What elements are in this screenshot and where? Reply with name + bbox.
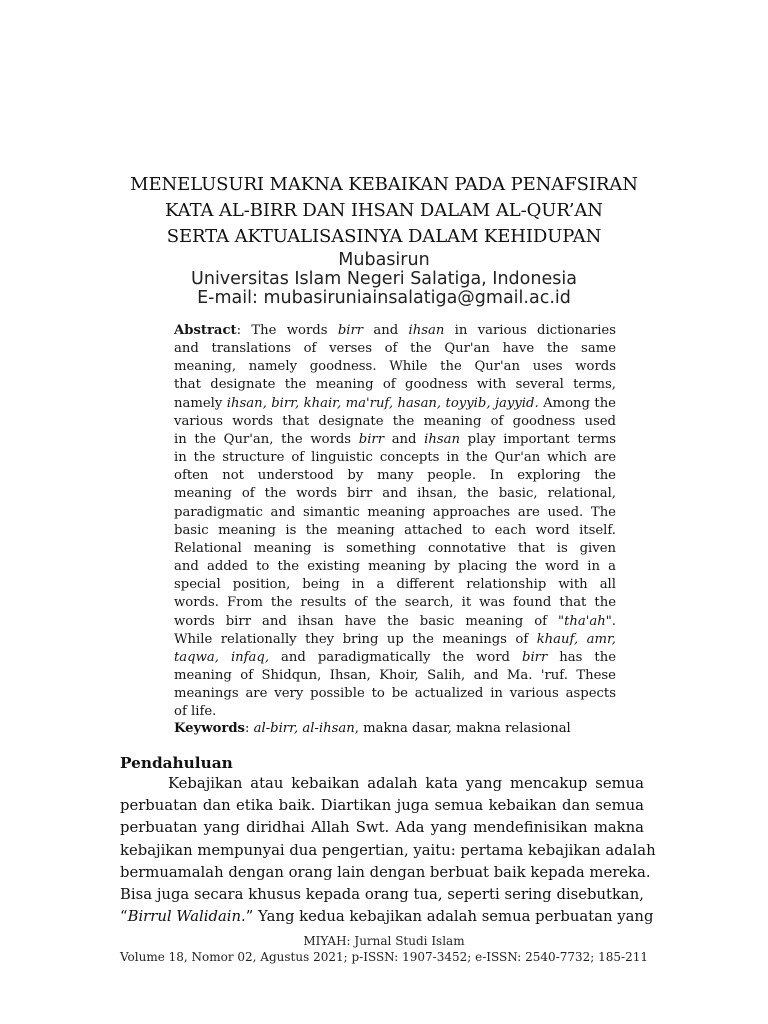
author-block [110,251,658,308]
text-run: ” Yang kedua kebajikan adalah semua perbuatan yang [245,908,654,926]
abstract-line: meanings are very possible to be actualized in various aspects [174,686,616,702]
abstract-line [174,613,616,631]
abstract-line: often not understood by many people. In exploring the [174,468,616,484]
italic-term: birr [358,431,385,447]
author-email: E-mail: mubasiruniainsalatiga@gmail.ac.id [197,288,571,308]
italic-term: ihsan [424,431,460,447]
section-body [120,773,656,928]
abstract-line: of life. [174,704,217,720]
title-line: KATA AL-BIRR DAN IHSAN DALAM AL-QUR’AN [165,200,603,221]
author-name: Mubasirun [338,250,430,270]
text-run: play important terms [460,431,617,447]
body-line: perbuatan dan etika baik. Diartikan juga semua kebaikan dan semua [120,797,644,815]
keywords-line [174,720,616,738]
body-line: kebajikan mempunyai dua pengertian, yaitu: pertama kebajikan adalah [120,841,656,859]
abstract-label: Abstract [174,323,237,338]
italic-term: khauf, amr, [536,631,616,647]
text-run: namely [174,395,227,411]
abstract-line: meaning of the words birr and ihsan, the basic, relational, [174,486,616,502]
text-run: and [384,431,425,447]
abstract-block [174,322,616,721]
text-run: and [363,323,409,338]
keywords-rest: , makna dasar, makna relasional [354,721,571,736]
italic-term: taqwa, infaq, [174,649,270,665]
body-line: bermuamalah dengan orang lain dengan berbuat baik kepada mereka. [120,863,651,881]
body-line: perbuatan yang diridhai Allah Swt. Ada yang mendefinisikan makna [120,819,644,837]
body-line: Bisa juga secara khusus kepada orang tua, seperti sering disebutkan, [120,886,644,904]
abstract-line [174,431,616,449]
text-run: in the Qur'an, the words [174,431,359,447]
abstract-line: Relational meaning is something connotative that is given [174,540,616,556]
journal-footer [100,934,668,965]
italic-term: tha'ah [564,613,606,629]
abstract-line [174,649,616,667]
abstract-line: various words that designate the meaning of goodness used [174,413,616,429]
text-run: and paradigmatically the word [269,649,522,665]
text-run: : The words [236,323,338,338]
footer-volume-details: Volume 18, Nomor 02, Agustus 2021; p-ISSN: 1907-3452; e-ISSN: 2540-7732; 185-211 [119,949,649,964]
keywords-separator: : [244,721,254,736]
keywords-label: Keywords [174,721,245,736]
text-run: has the [547,649,616,665]
abstract-line [174,395,616,413]
title-line: MENELUSURI MAKNA KEBAIKAN PADA PENAFSIRAN [130,174,638,195]
text-run: words birr and ihsan have the basic meaning of " [174,613,565,629]
abstract-line: and translations of verses of the Qur'an have the same [174,341,616,357]
footer-journal-name: MIYAH: Jurnal Studi Islam [303,934,465,948]
text-run: While relationally they bring up the meanings of [174,631,537,647]
italic-term: Birrul Walidain. [127,908,246,926]
paper-title [110,172,658,250]
abstract-line: basic meaning is the meaning attached to each word itself. [174,522,616,538]
abstract-line: special position, being in a different relationship with all [174,577,616,593]
text-run: ". [605,613,616,629]
abstract-line: meaning of Shidqun, Ihsan, Khoir, Salih, and Ma. 'ruf. These [174,667,616,683]
italic-term: birr [337,323,364,338]
abstract-line: and added to the existing meaning by placing the word in a [174,559,616,575]
body-line: Kebajikan atau kebaikan adalah kata yang mencakup semua [168,775,644,792]
text-run: “ [120,908,128,926]
italic-term: ihsan [408,323,445,338]
italic-term: ihsan, birr, khair, ma'ruf, hasan, toyyib, jayyid. [226,395,539,411]
abstract-line: that designate the meaning of goodness with several terms, [174,377,616,393]
text-run: in various dictionaries [444,323,616,338]
abstract-line: paradigmatic and simantic meaning approaches are used. The [174,504,616,520]
abstract-line [174,631,616,649]
italic-term: birr [522,649,548,665]
abstract-line: in the structure of linguistic concepts in the Qur'an which are [174,450,616,466]
abstract-line: words. From the results of the search, it was found that the [174,595,616,611]
abstract-line [174,322,616,340]
text-run: Among the [538,395,616,411]
body-line [120,906,654,928]
keywords-italic: al-birr, al-ihsan [253,721,355,736]
section-heading: Pendahuluan [120,754,233,772]
author-affiliation: Universitas Islam Negeri Salatiga, Indonesia [191,269,577,289]
title-line: SERTA AKTUALISASINYA DALAM KEHIDUPAN [166,226,602,247]
abstract-line: meaning, namely goodness. While the Qur'an uses words [174,359,616,375]
